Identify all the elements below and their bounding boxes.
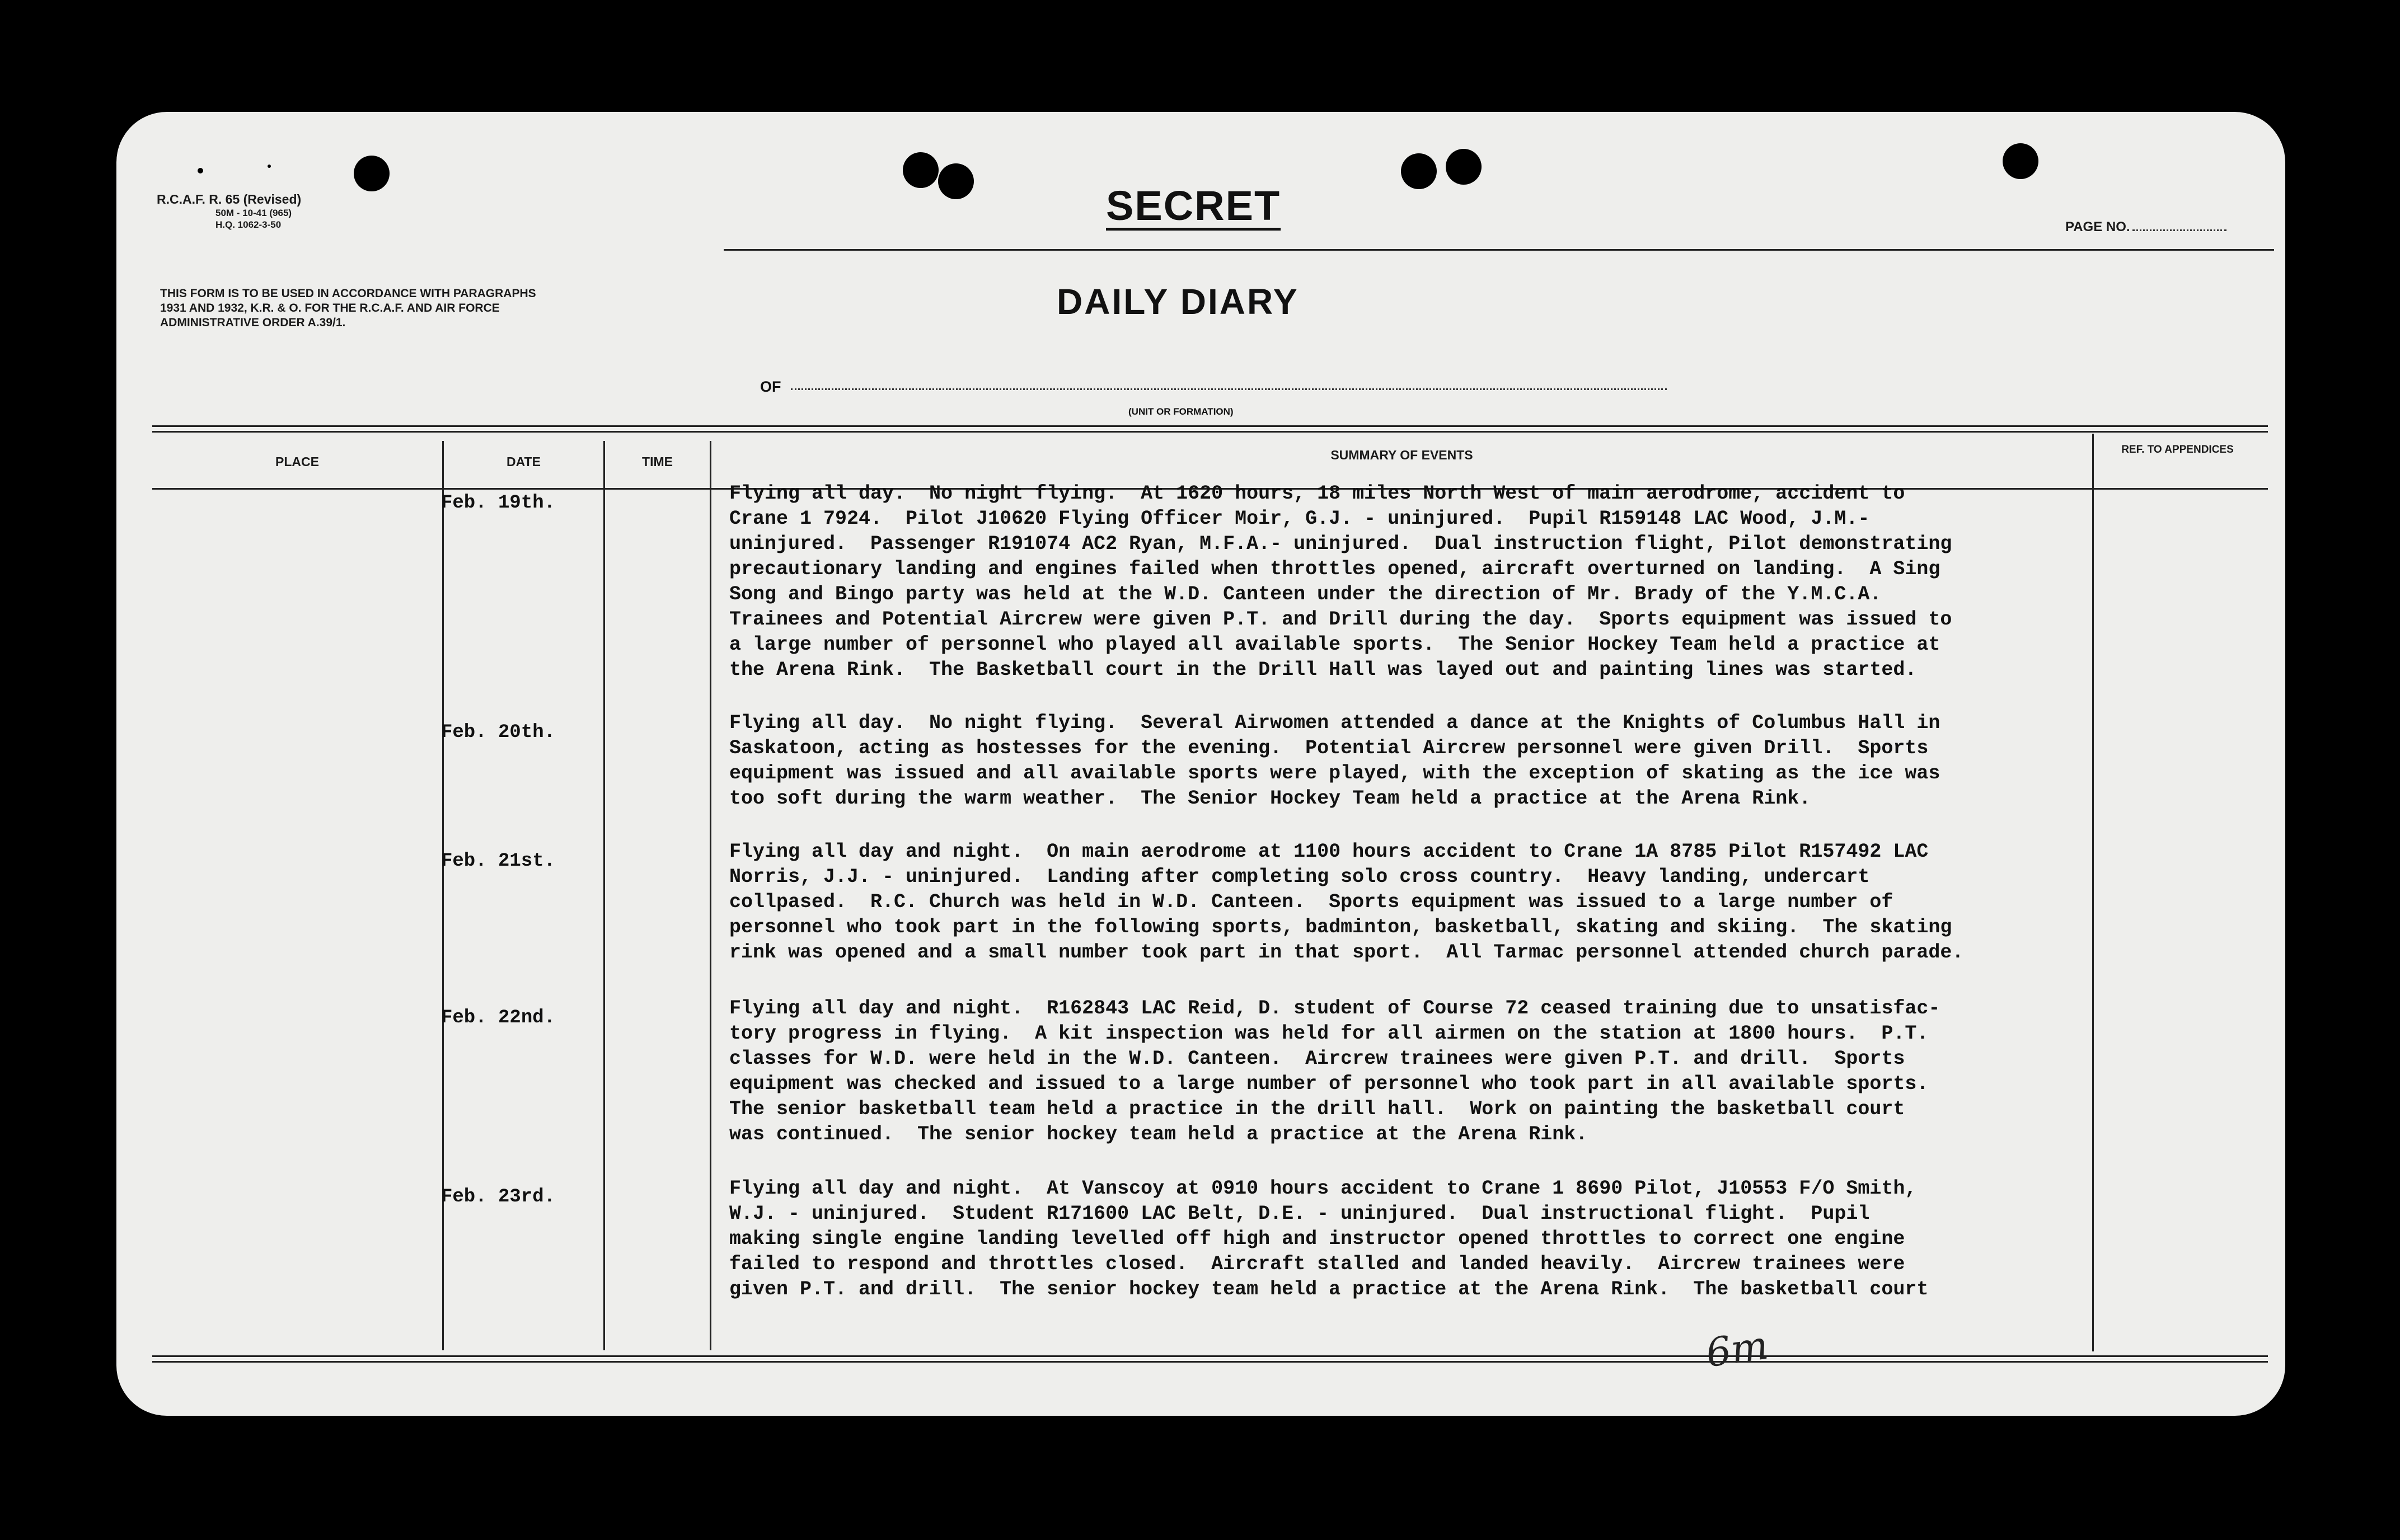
entry-summary: Flying all day and night. On main aerodrome at 1100 hours accident to Crane 1A 8785 Pilot R157492 LAC Norris, J.J. - uninjured. Landing after completing solo cross country. Heavy landing, undercart collpased. R.C. Church was held in W.D. Canteen. Sports equipment was issued to a large number of personnel who took part in the following sports, badminton, basketball, skating and skiing. The skating rink was opened and a small number took part in that sport. All Tarmac personnel attended church parade.: [729, 841, 1964, 964]
speck: [288, 1435, 293, 1440]
entry-date: Feb. 23rd.: [441, 1186, 556, 1208]
page-number-field: [2065, 219, 2226, 235]
unit-caption: (UNIT OR FORMATION): [1128, 406, 1234, 417]
table-bottom-rule: [152, 1355, 2268, 1357]
form-ref-line-2: 50M - 10-41 (965): [215, 208, 292, 218]
punch-hole: [903, 152, 939, 188]
col-header-ref-appendices: REF. TO APPENDICES: [2121, 444, 2234, 456]
instruction-text: THIS FORM IS TO BE USED IN ACCORDANCE WITH PARAGRAPHS 1931 AND 1932, K.R. & O. FOR THE R.C.A.F. AND AIR FORCE ADMINISTRATIVE ORDER A.39/1.: [160, 287, 536, 329]
speck: [198, 168, 203, 173]
punch-hole: [1446, 149, 1482, 185]
handwritten-initials: 6m: [1703, 1322, 1771, 1377]
entry-summary: Flying all day. No night flying. At 1620 hours, 18 miles North West of main aerodrome, accident to Crane 1 7924. Pilot J10620 Flying Officer Moir, G.J. - uninjured. Pupil R159148 LAC Wood, J.M.- uninjured. Passenger R191074 AC2 Ryan, M.F.A.- uninjured. Dual instruction flight, Pilot demonstrating precautionary landing and engines failed when throttles opened, aircraft overturned on landing. A Sing Song and Bingo party was held at the W.D. Canteen under the direction of Mr. Brady of the Y.M.C.A. Trainees and Potential Aircrew were given P.T. and Drill during the day. Sports equipment was issued to a large number of personnel who played all available sports. The Senior Hockey Team held a practice at the Arena Rink. The Basketball court in the Drill Hall was layed out and painting lines was started.: [729, 482, 1952, 681]
header-rule: [724, 249, 2274, 251]
table-bottom-rule: [152, 1361, 2268, 1363]
punch-hole: [2003, 143, 2038, 179]
col-header-time: TIME: [642, 454, 673, 469]
unit-blank-line: [791, 388, 1667, 390]
page-no-label: PAGE NO.: [2065, 219, 2130, 234]
page-no-blank: [2132, 224, 2226, 231]
entry-summary: Flying all day. No night flying. Several Airwomen attended a dance at the Knights of Columbus Hall in Saskatoon, acting as hostesses for the evening. Potential Aircrew personnel were given Drill. Sports equipment was issued and all available sports were played, with the exception of skating as the ice was too soft during the warm weather. The Senior Hockey Team held a practice at the Arena Rink.: [729, 712, 1940, 810]
col-header-date: DATE: [507, 454, 541, 469]
entry-date: Feb. 22nd.: [441, 1007, 556, 1029]
table-top-rule: [152, 431, 2268, 433]
entry-summary: Flying all day and night. R162843 LAC Reid, D. student of Course 72 ceased training due to unsatisfac- tory progress in flying. A kit inspection was held for all airmen on the station at 1800 hours. P.T. classes for W.D. were held in the W.D. Canteen. Aircrew trainees were given P.T. and drill. Sports equipment was checked and issued to a large number of personnel who took part in all available sports. The senior basketball team held a practice in the drill hall. Work on painting the basketball court was continued. The senior hockey team held a practice at the Arena Rink.: [729, 997, 1940, 1145]
entry-summary: Flying all day and night. At Vanscoy at 0910 hours accident to Crane 1 8690 Pilot, J10553 F/O Smith, W.J. - uninjured. Student R171600 LAC Belt, D.E. - uninjured. Dual instructional flight. Pupil making single engine landing levelled off high and instructor opened throttles to correct one engine failed to respond and throttles closed. Aircraft stalled and landed heavily. Aircrew trainees were given P.T. and drill. The senior hockey team held a practice at the Arena Rink. The basketball court: [729, 1177, 1929, 1300]
secret-title: SECRET: [1106, 182, 1281, 229]
entry-date: Feb. 21st.: [441, 851, 556, 872]
form-ref-line-3: H.Q. 1062-3-50: [215, 219, 282, 230]
form-ref-line-1: R.C.A.F. R. 65 (Revised): [157, 192, 302, 206]
of-label: OF: [760, 378, 781, 395]
column-divider: [603, 441, 605, 1350]
entry-date: Feb. 20th.: [441, 722, 556, 743]
speck: [268, 165, 271, 168]
col-header-summary: SUMMARY OF EVENTS: [1330, 448, 1473, 462]
punch-hole: [938, 163, 974, 199]
daily-diary-title: DAILY DIARY: [1057, 281, 1299, 322]
col-header-place: PLACE: [275, 454, 319, 469]
diary-form-card: [116, 112, 2285, 1416]
column-divider: [710, 441, 711, 1350]
punch-hole: [354, 156, 390, 191]
entry-date: Feb. 19th.: [441, 492, 556, 514]
form-reference: [157, 191, 301, 231]
punch-hole: [1401, 153, 1437, 189]
column-divider: [442, 441, 444, 1350]
table-top-rule: [152, 425, 2268, 427]
